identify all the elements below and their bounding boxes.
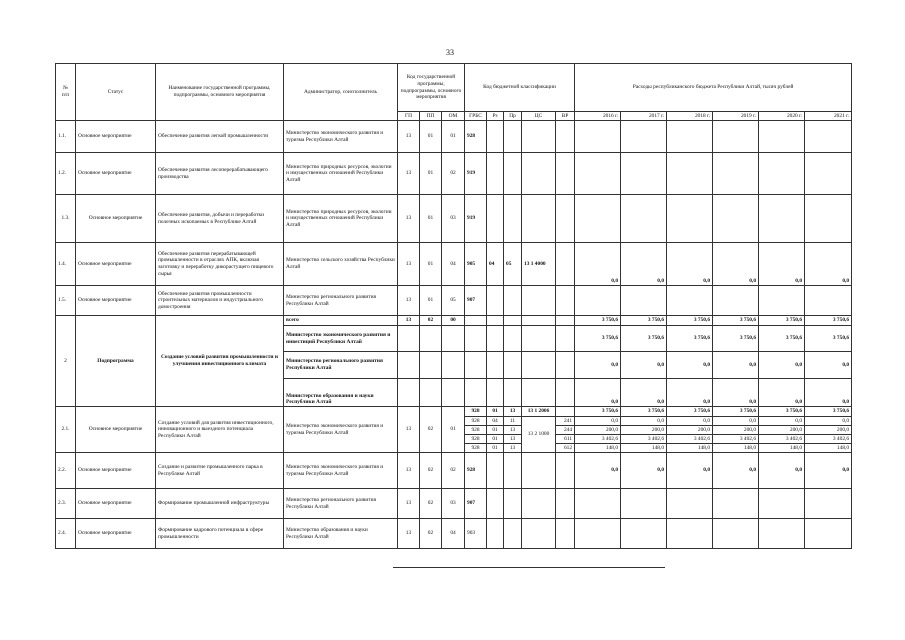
table-row (56, 121, 852, 153)
value-2018: 3 750,6 (667, 326, 713, 352)
row-num: 1.3. (56, 195, 76, 243)
row-gp: 13 (398, 121, 420, 153)
row-admin: Министерство экономического развития и туризма Республики Алтай (284, 121, 398, 153)
row-num: 2.1. (56, 407, 76, 453)
value-2016: 3 750,6 (575, 326, 621, 352)
header-grbs: ГРБС (465, 112, 487, 121)
table-row (56, 286, 852, 316)
row-num: 1.2. (56, 153, 76, 195)
row-status: Основное мероприятие (76, 286, 156, 316)
table-row (56, 489, 852, 519)
header-status: Статус (76, 64, 156, 121)
row-grbs: 907 (465, 489, 487, 519)
row-admin: Министерство регионального развития Республики Алтай (284, 286, 398, 316)
row-grbs: 928 (465, 417, 487, 426)
table-row (56, 195, 852, 243)
value-2016: 200,0 (575, 426, 621, 435)
value-2017: 0,0 (621, 243, 667, 286)
row-gp: 13 (398, 286, 420, 316)
row-admin: Министерство экономического развития и туризма Республики Алтай (284, 453, 398, 489)
value-2019: 0,0 (713, 352, 759, 379)
value-2017: 0,0 (621, 453, 667, 489)
row-rz: 01 (487, 407, 504, 417)
row-rz: 01 (487, 426, 504, 435)
value-2021: 3 750,6 (805, 326, 852, 352)
header-cs: ЦС (522, 112, 556, 121)
value-2020: 0,0 (759, 417, 805, 426)
value-2021: 3 402,6 (805, 435, 852, 444)
row-pp: 02 (420, 519, 442, 549)
row-pr: 05 (504, 243, 522, 286)
value-2020: 148,0 (759, 444, 805, 453)
value-2018: 200,0 (667, 426, 713, 435)
value-2018: 0,0 (667, 379, 713, 407)
row-status: Основное мероприятие (76, 153, 156, 195)
value-2020: 200,0 (759, 426, 805, 435)
value-2021: 0,0 (805, 352, 852, 379)
row-om: 00 (442, 316, 465, 326)
row-pp: 02 (420, 453, 442, 489)
footer-divider (393, 567, 665, 568)
row-om: 03 (442, 489, 465, 519)
row-om: 03 (442, 195, 465, 243)
row-name: Формирование промышленной инфраструктуры (156, 489, 284, 519)
value-2021: 0,0 (805, 417, 852, 426)
value-2021: 0,0 (805, 379, 852, 407)
row-pp: 01 (420, 195, 442, 243)
table-row (56, 519, 852, 549)
row-num: 2.3. (56, 489, 76, 519)
row-name: Формирование кадрового потенциала в сфере промышленности (156, 519, 284, 549)
row-grbs: 919 (465, 153, 487, 195)
value-2019: 3 750,6 (713, 316, 759, 326)
header-pp: ПП (420, 112, 442, 121)
row-pp: 02 (420, 316, 442, 326)
row-gp: 13 (398, 195, 420, 243)
row-status: Основное мероприятие (76, 243, 156, 286)
value-2019: 3 750,6 (713, 407, 759, 417)
row-admin: Министерство сельского хозяйства Республики Алтай (284, 243, 398, 286)
row-status: Основное мероприятие (76, 519, 156, 549)
row-name: Обеспечение развития перерабатывающей промышленности в отраслях АПК, включая заготовку и переработку дикорастущего пищевого сырья (156, 243, 284, 286)
header-pr: Пр (504, 112, 522, 121)
row-name: Обеспечение развития легкой промышленности (156, 121, 284, 153)
value-2021: 0,0 (805, 243, 852, 286)
header-gp: ГП (398, 112, 420, 121)
value-2017: 0,0 (621, 352, 667, 379)
row-grbs: 928 (465, 407, 487, 417)
value-2017: 3 402,6 (621, 435, 667, 444)
row-cs: 13 1 4000 (522, 243, 556, 286)
value-2021: 3 750,6 (805, 407, 852, 417)
row-status: Основное мероприятие (76, 489, 156, 519)
header-rz: Рз (487, 112, 504, 121)
row-vr: 612 (556, 444, 575, 453)
row-status: Основное мероприятие (76, 453, 156, 489)
row-om: 04 (442, 519, 465, 549)
value-2018: 0,0 (667, 352, 713, 379)
row-gp: 13 (398, 243, 420, 286)
value-2020: 0,0 (759, 453, 805, 489)
value-2016: 148,0 (575, 444, 621, 453)
row-gp: 13 (398, 489, 420, 519)
row-admin-total: всего (284, 316, 398, 326)
value-2016: 0,0 (575, 379, 621, 407)
value-2021: 200,0 (805, 426, 852, 435)
row-vr (556, 407, 575, 417)
row-pp: 01 (420, 286, 442, 316)
value-2021: 3 750,6 (805, 316, 852, 326)
table-row (56, 153, 852, 195)
header-vr: ВР (556, 112, 575, 121)
row-pp: 01 (420, 121, 442, 153)
row-gp: 13 (398, 453, 420, 489)
row-om: 04 (442, 243, 465, 286)
value-2018: 148,0 (667, 444, 713, 453)
row-rz: 01 (487, 435, 504, 444)
row-om: 02 (442, 153, 465, 195)
value-2016: 3 750,6 (575, 407, 621, 417)
row-pp: 02 (420, 489, 442, 519)
value-2018: 3 402,6 (667, 435, 713, 444)
table-row (56, 453, 852, 489)
row-vr: 241 (556, 417, 575, 426)
row-pp: 02 (420, 407, 442, 453)
value-2019: 0,0 (713, 453, 759, 489)
row-rz: 04 (487, 417, 504, 426)
value-2018: 3 750,6 (667, 407, 713, 417)
value-2017: 3 750,6 (621, 316, 667, 326)
value-2018: 3 750,6 (667, 316, 713, 326)
row-name: Обеспечение развития лесоперерабатывающего производства (156, 153, 284, 195)
row-admin: Министерство образования и науки Республики Алтай (284, 379, 398, 407)
row-gp: 13 (398, 153, 420, 195)
row-num: 1.5. (56, 286, 76, 316)
header-expenses: Расходы республиканского бюджета Республики Алтай, тысяч рублей (575, 64, 852, 112)
row-gp: 13 (398, 407, 420, 453)
value-2021: 0,0 (805, 453, 852, 489)
value-2018: 0,0 (667, 417, 713, 426)
row-pr: 13 (504, 426, 522, 435)
row-admin: Министерство экономического развития и инвестиций Республики Алтай (284, 326, 398, 352)
value-2021: 148,0 (805, 444, 852, 453)
row-status: Основное мероприятие (76, 195, 156, 243)
value-2018: 0,0 (667, 243, 713, 286)
row-grbs: 928 (465, 453, 487, 489)
header-year-2017: 2017 г. (621, 112, 667, 121)
row-status: Основное мероприятие (76, 121, 156, 153)
value-2020: 3 750,6 (759, 326, 805, 352)
value-2016: 0,0 (575, 417, 621, 426)
value-2019: 200,0 (713, 426, 759, 435)
row-om: 02 (442, 453, 465, 489)
row-admin: Министерство регионального развития Республики Алтай (284, 352, 398, 379)
row-name: Обеспечение развития, добычи и переработки полезных ископаемых в Республике Алтай (156, 195, 284, 243)
row-om: 05 (442, 286, 465, 316)
row-pr: 11 (504, 417, 522, 426)
row-pp: 01 (420, 153, 442, 195)
row-num: 2.4. (56, 519, 76, 549)
row-admin: Министерство экономического развития и туризма Республики Алтай (284, 407, 398, 453)
header-num: № п/п (56, 64, 76, 121)
header-program-code: Код государственной программы, подпрограммы, основного мероприятия (398, 64, 465, 112)
row-num: 1.1. (56, 121, 76, 153)
row-om: 01 (442, 407, 465, 453)
header-admin: Администратор, соисполнитель (284, 64, 398, 121)
header-year-2016: 2016 г. (575, 112, 621, 121)
value-2017: 3 750,6 (621, 407, 667, 417)
header-year-2018: 2018 г. (667, 112, 713, 121)
row-status: Подпрограмма (76, 316, 156, 407)
page-number: 33 (446, 48, 454, 57)
value-2016: 0,0 (575, 352, 621, 379)
row-pp: 01 (420, 243, 442, 286)
row-admin: Министерство природных ресурсов, экологии и имущественных отношений Республики Алтай (284, 153, 398, 195)
header-year-2021: 2021 г. (805, 112, 852, 121)
value-2019: 3 402,6 (713, 435, 759, 444)
row-num: 2.2. (56, 453, 76, 489)
row-gp: 13 (398, 519, 420, 549)
row-status: Основное мероприятие (76, 407, 156, 453)
row-admin: Министерство регионального развития Республики Алтай (284, 489, 398, 519)
value-2017: 200,0 (621, 426, 667, 435)
row-grbs: 928 (465, 444, 487, 453)
header-year-2020: 2020 г. (759, 112, 805, 121)
value-2019: 0,0 (713, 379, 759, 407)
row-grbs: 905 (465, 243, 487, 286)
value-2020: 3 750,6 (759, 407, 805, 417)
row-name: Создание условий развития промышленности и улучшения инвестиционного климата (156, 316, 284, 407)
value-2020: 3 750,6 (759, 316, 805, 326)
row-admin: Министерство образования и науки Республики Алтай (284, 519, 398, 549)
row-grbs: 907 (465, 286, 487, 316)
value-2016: 3 750,6 (575, 316, 621, 326)
row-cs: 13 2 1000 (522, 417, 556, 453)
row-grbs: 928 (465, 426, 487, 435)
row-name: Создание условий для развития инвестиционного, инновационного и выездного потенциала Республики Алтай (156, 407, 284, 453)
row-cs: 13 1 2006 (522, 407, 556, 417)
row-rz: 04 (487, 243, 504, 286)
value-2016: 3 402,6 (575, 435, 621, 444)
value-2019: 148,0 (713, 444, 759, 453)
value-2018: 0,0 (667, 453, 713, 489)
value-2020: 0,0 (759, 379, 805, 407)
value-2017: 0,0 (621, 417, 667, 426)
row-pr: 13 (504, 444, 522, 453)
budget-table (55, 63, 852, 549)
row-grbs: 919 (465, 195, 487, 243)
value-2019: 0,0 (713, 243, 759, 286)
table-row (56, 407, 852, 417)
row-rz: 01 (487, 444, 504, 453)
header-om: ОМ (442, 112, 465, 121)
row-grbs: 928 (465, 121, 487, 153)
row-grbs: 928 (465, 435, 487, 444)
row-name: Обеспечение развития промышленности строительных материалов и индустриального домостроения (156, 286, 284, 316)
value-2017: 148,0 (621, 444, 667, 453)
row-num: 1.4. (56, 243, 76, 286)
table-row (56, 316, 852, 326)
row-om: 01 (442, 121, 465, 153)
header-year-2019: 2019 г. (713, 112, 759, 121)
header-budget-code: Код бюджетной классификации (465, 64, 575, 112)
header-name: Наименование государственной программы, подпрограммы, основного мероприятия (156, 64, 284, 121)
row-pr: 13 (504, 407, 522, 417)
value-2019: 0,0 (713, 417, 759, 426)
row-vr: 611 (556, 435, 575, 444)
row-name: Создание и развитие промышленного парка в Республике Алтай (156, 453, 284, 489)
row-gp: 13 (398, 316, 420, 326)
value-2019: 3 750,6 (713, 326, 759, 352)
value-2020: 3 402,6 (759, 435, 805, 444)
row-admin: Министерство природных ресурсов, экологии и имущественных отношений Республики Алтай (284, 195, 398, 243)
row-grbs: 903 (465, 519, 487, 549)
value-2016: 0,0 (575, 453, 621, 489)
row-num: 2 (56, 316, 76, 407)
value-2020: 0,0 (759, 243, 805, 286)
table-row (56, 243, 852, 286)
row-pr: 13 (504, 435, 522, 444)
value-2017: 3 750,6 (621, 326, 667, 352)
value-2020: 0,0 (759, 352, 805, 379)
value-2017: 0,0 (621, 379, 667, 407)
value-2016: 0,0 (575, 243, 621, 286)
row-vr: 244 (556, 426, 575, 435)
